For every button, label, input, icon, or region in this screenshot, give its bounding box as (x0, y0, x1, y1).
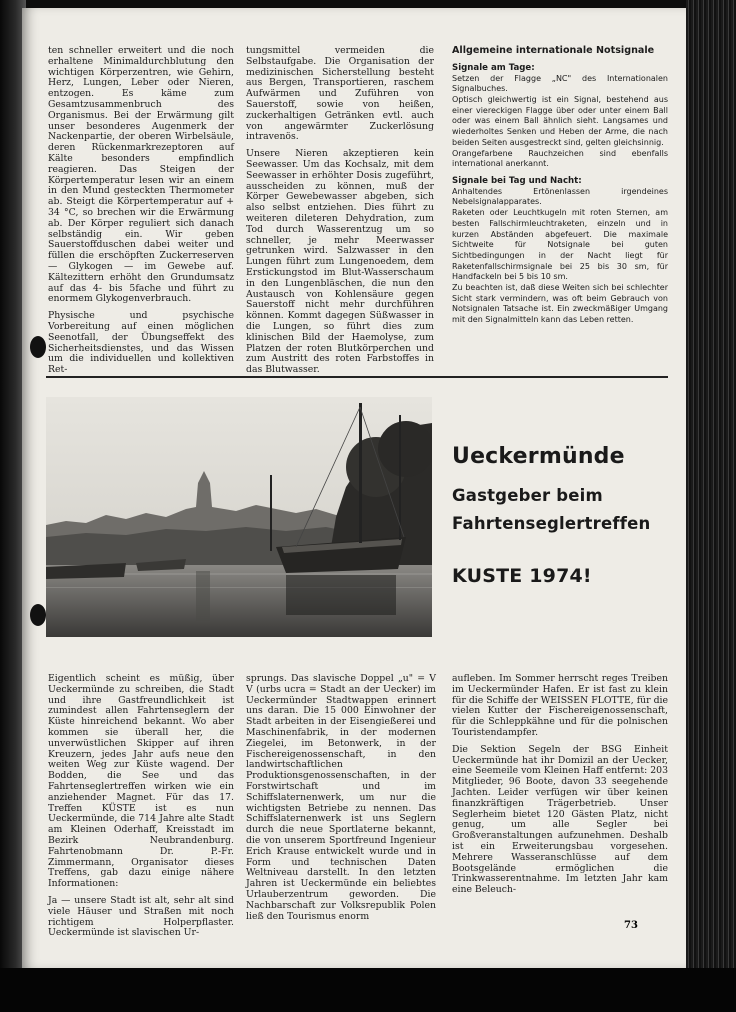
headline-title: Ueckermünde (452, 444, 625, 469)
paragraph: Die Sektion Segeln der BSG Einheit Ueckermünde hat ihr Domizil an der Uecker, eine Seemeile vom Kleinen Haff entfernt: 203 Mitglieder, 96 Boote, davon 33 seegehende Jachten. Leider verfügen wir über keinen finanzkräftigen Trägerbetrieb. Unser Seglerheim bietet 120 Gästen Platz, nicht genug, um alle Segler bei Großveranstaltungen aufzunehmen. Deshalb ist ein Erweiterungsbau vorgesehen. Mehrere Wasseranschlüsse auf dem Bootsgelände ermöglichen die Trinkwasserentnahme. Im letzten Jahr kam eine Beleuch- (452, 743, 668, 896)
paragraph: tungsmittel vermeiden die Selbstaufgabe. Die Organisation der medizinischen Sicherstellung besteht aus Bergen, Transportieren, raschem Aufwärmen und Zuführen von Sauerstoff, sowie von heißen, zuckerhaltigen Getränken evtl. auch von angewärmter Zuckerlösung intravenös. (246, 45, 434, 143)
headline-event: KUSTE 1974! (452, 565, 592, 587)
harbour-photo (46, 397, 432, 637)
paragraph: Physische und psychische Vorbereitung auf einen möglichen Seenotfall, der Übungseffekt des Sicherheitsdienstes, und das Wissen um die individuellen und kollektiven Ret- (48, 310, 234, 376)
headline-subtitle: Fahrtenseglertreffen (452, 514, 651, 533)
punch-hole (30, 604, 46, 626)
headline-subtitle: Gastgeber beim (452, 486, 603, 505)
distress-signals-box (452, 46, 668, 332)
article-column-1-top (48, 46, 234, 382)
page-edges (686, 0, 736, 1012)
harbour-photo-image (46, 397, 432, 637)
box-title: Allgemeine internationale Notsignale (452, 45, 655, 56)
paragraph: ten schneller erweitert und die noch erhaltene Minimaldurchblutung den wichtigen Körperzentren, wie Gehirn, Herz, Lungen, Leber oder Nieren, entzogen. Es käme zum Gesamtzusammenbruch des Organismus. Bei der Erwärmung gilt unser besonderes Augenmerk der Nackenpartie, der oberen Wirbelsäule, deren Rückenmarkrezeptoren auf Kälte besonders empfindlich reagieren. Das Steigen der Körpertemperatur lesen wir an einem in den Mund gesteckten Thermometer ab. Steigt die Körpertemperatur auf + 34 °C, so brechen wir die Erwärmung ab. Der Körper reguliert sich danach selbständig ein. Wir geben Sauerstoffduschen dabei weiter und füllen die erschöpften Zuckerreserven — Glykogen — im Gewebe auf. Kältezittern erhöht den Grundumsatz auf das 4- bis 5fache und führt zu enormem Glykogenverbrauch. (48, 45, 234, 305)
paragraph: aufleben. Im Sommer herrscht reges Treiben im Ueckermünder Hafen. Er ist fast zu klein für die Schiffe der WEISSEN FLOTTE, für die vielen Kutter der Fischereigenossenschaft, für die Schleppkähne und für die polnischen Touristendampfer. (452, 673, 668, 738)
section-divider (46, 376, 668, 378)
paragraph: Ja — unsere Stadt ist alt, sehr alt sind viele Häuser und Straßen mit noch richtigem Holperpflaster. Ueckermünde ist slavischen Ur- (48, 894, 234, 939)
article-column-2-top (246, 46, 434, 382)
box-subheading: Signale bei Tag und Nacht: (452, 175, 582, 186)
box-text: Raketen oder Leuchtkugeln mit roten Sternen, am besten Fallschirmleuchtraketen, einzeln und in kurzen Abständen abgefeuert. Die maximale Sichtweite für Notsignale bei guten Sichtbedingungen in der Nacht liegt für Raketenfallschirmsignale bei 25 bis 30 sm, für Handfackeln bei 5 bis 10 sm. (452, 208, 668, 282)
box-text: Setzen der Flagge „NC" des Internationalen Signalbuches. (452, 73, 668, 94)
paragraph: Unsere Nieren akzeptieren kein Seewasser. Um das Kochsalz, mit dem Seewasser in erhöhter Dosis zugeführt, ausscheiden zu können, muß der Körper Gewebewasser abgeben, sich also selbst entziehen. Dies führt zu weiteren dileteren Dehydration, zum Tod durch Wasserentzug um so schneller, je mehr Meerwasser getrunken wird. Salzwasser in den Lungen führt zum Lungenoedem, dem Erstickungstod im Blut-Wasserschaum in den Lungenbläschen, die nun den Austausch von Kohlensäure gegen Sauerstoff nicht mehr durchführen können. Kommt dagegen Süßwasser in die Lungen, so führt dies zum klinischen Bild der Haemolyse, zum Platzen der roten Blutkörperchen und zum Austritt des roten Farbstoffes in das Blutwasser. (246, 148, 434, 376)
box-text: Optisch gleichwertig ist ein Signal, bestehend aus einer viereckigen Flagge über oder unter einem Ball oder was einem Ball ähnlich sieht. Langsames und wiederholtes Senken und Heben der Arme, die nach beiden Seiten ausgestreckt sind, gelten gleichsinnig. (452, 95, 668, 147)
article-column-3-bottom (452, 674, 668, 902)
punch-hole (30, 336, 46, 358)
box-text: Zu beachten ist, daß diese Weiten sich bei schlechter Sicht stark vermindern, was oft beim Gebrauch von Notsignalen Tatsache ist. Ein zweckmäßiger Umgang mit den Signalmitteln kann das Leben retten. (452, 283, 668, 325)
article-column-2-bottom (246, 674, 436, 928)
paragraph: sprungs. Das slavische Doppel „u" = V V (urbs ucra = Stadt an der Uecker) im Ueckermünder Stadtwappen erinnert uns daran. Die 15 000 Einwohner der Stadt arbeiten in der Eisengießerei und Maschinenfabrik, in der modernen Ziegelei, im Betonwerk, in der Fischereigenossenschaft, in den landwirtschaftlichen Produktionsgenossenschaften, in der Forstwirtschaft und im Schiffslaternenwerk, um nur die wichtigsten Betriebe zu nennen. Das Schiffslaternenwerk ist uns Seglern durch die neue Sportlaterne bekannt, die von unserem Sportfreund Ingenieur Erich Krause entwickelt wurde und in Form und technischen Daten Weltniveau darstellt. In den letzten Jahren ist Ueckermünde ein beliebtes Urlauberzentrum geworden. Die Nachbarschaft zur Volksrepublik Polen ließ den Tourismus enorm (246, 673, 436, 922)
article-column-1-bottom (48, 674, 234, 945)
scan-bottom-margin (0, 968, 736, 1012)
page-number: 73 (624, 920, 638, 931)
box-subheading: Signale am Tage: (452, 62, 535, 73)
paragraph: Eigentlich scheint es müßig, über Ueckermünde zu schreiben, die Stadt und ihre Gastfreundlichkeit ist zumindest allen Fahrtenseglern der Küste hinreichend bekannt. Wo aber kommen sie überall her, die unverwüstlichen Skipper auf ihren Kreuzern, jedes Jahr aufs neue den weiten Weg zur Küste wagend. Der Bodden, die See und das Fahrtenseglertreffen wirken wie ein anziehender Magnet. Für das 17. Treffen KÜSTE ist es nun Ueckermünde, die 714 Jahre alte Stadt am Kleinen Oderhaff, Kreisstadt im Bezirk Neubrandenburg. Fahrtenobmann Dr. P.-Fr. Zimmermann, Organisator dieses Treffens, gab dazu einige nähere Informationen: (48, 673, 234, 890)
box-text: Anhaltendes Ertönenlassen irgendeines Nebelsignalapparates. (452, 186, 668, 207)
box-text: Orangefarbene Rauchzeichen sind ebenfalls international anerkannt. (452, 148, 668, 169)
